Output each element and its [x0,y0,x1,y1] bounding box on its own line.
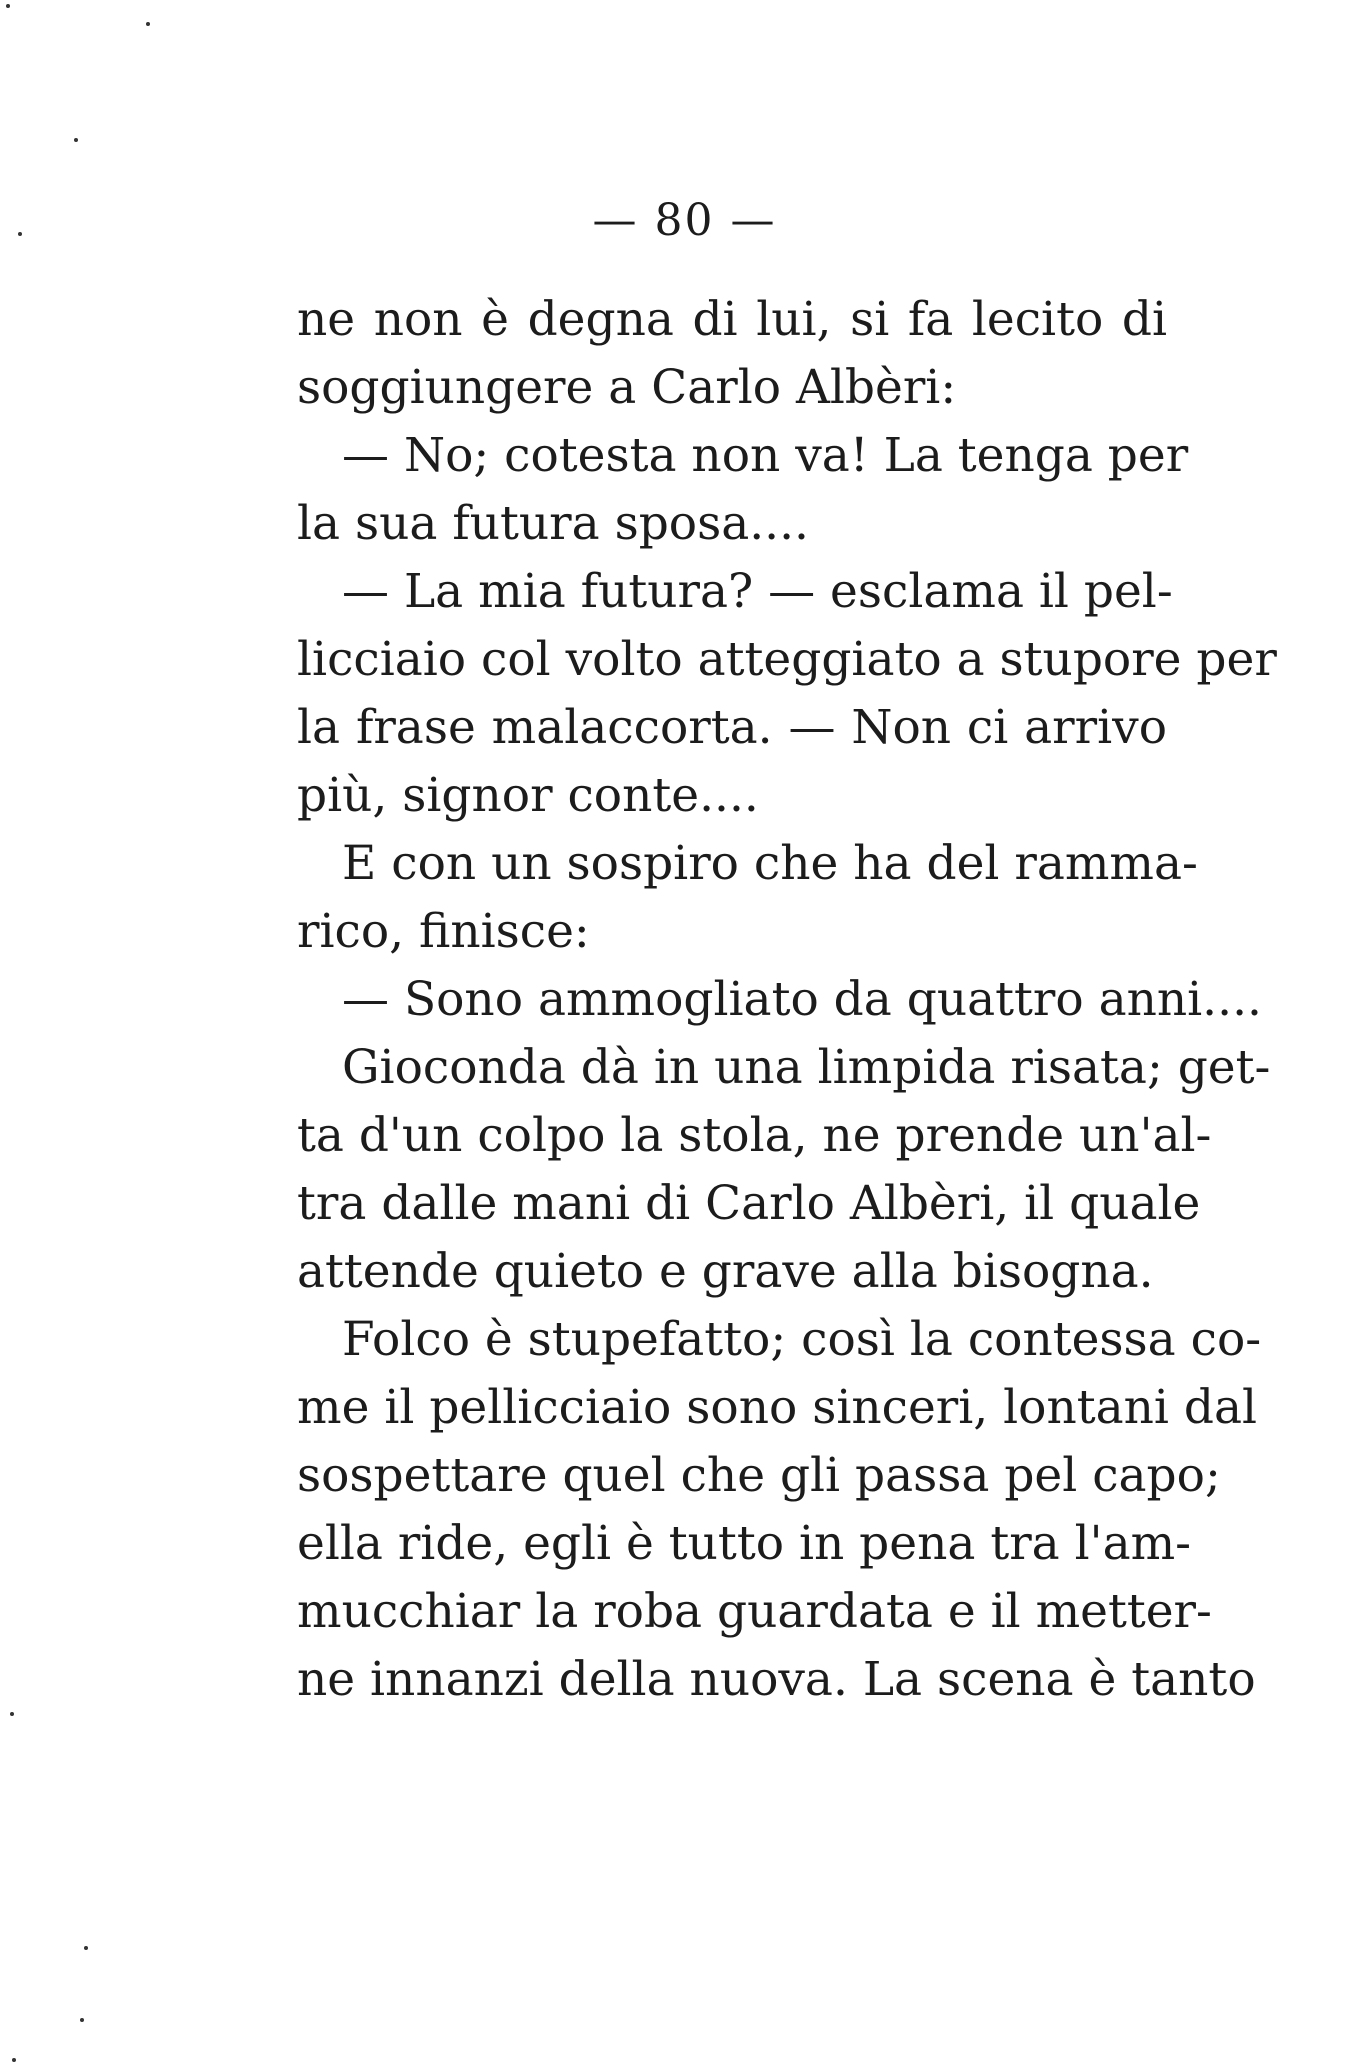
text-line: licciaio col volto atteggiato a stupore per [297,632,1277,687]
text-line: soggiungere a Carlo Albèri: [297,360,957,415]
scan-speck [84,1946,88,1950]
scan-speck [10,1712,14,1716]
text-line: la sua futura sposa.... [297,496,809,551]
page-number: — 80 — [592,195,777,246]
scan-speck [80,2018,84,2022]
scan-speck [12,2058,16,2062]
text-line: la frase malaccorta. — Non ci arrivo [297,700,1167,755]
text-line: Gioconda dà in una limpida risata; get- [342,1040,1271,1095]
scan-speck [146,22,150,26]
text-line: ella ride, egli è tutto in pena tra l'am- [297,1516,1192,1571]
text-line: me il pellicciaio sono sinceri, lontani dal [297,1380,1258,1435]
text-line: ne innanzi della nuova. La scena è tanto [297,1652,1256,1707]
text-line: sospettare quel che gli passa pel capo; [297,1448,1221,1503]
text-line: attende quieto e grave alla bisogna. [297,1244,1154,1299]
scan-speck [74,138,78,142]
text-line: rico, finisce: [297,904,590,959]
scan-speck [6,4,10,8]
scan-speck [18,232,22,236]
text-line: Folco è stupefatto; così la contessa co- [342,1312,1262,1367]
text-line: E con un sospiro che ha del ramma- [342,836,1198,891]
text-line: — No; cotesta non va! La tenga per [342,428,1189,483]
text-line: mucchiar la roba guardata e il metter- [297,1584,1212,1639]
text-line: — Sono ammogliato da quattro anni.... [342,972,1262,1027]
text-line: ta d'un colpo la stola, ne prende un'al- [297,1108,1212,1163]
text-line: più, signor conte.... [297,768,759,823]
text-line: ne non è degna di lui, si fa lecito di [297,292,1167,347]
text-line: — La mia futura? — esclama il pel- [342,564,1173,619]
text-line: tra dalle mani di Carlo Albèri, il quale [297,1176,1201,1231]
